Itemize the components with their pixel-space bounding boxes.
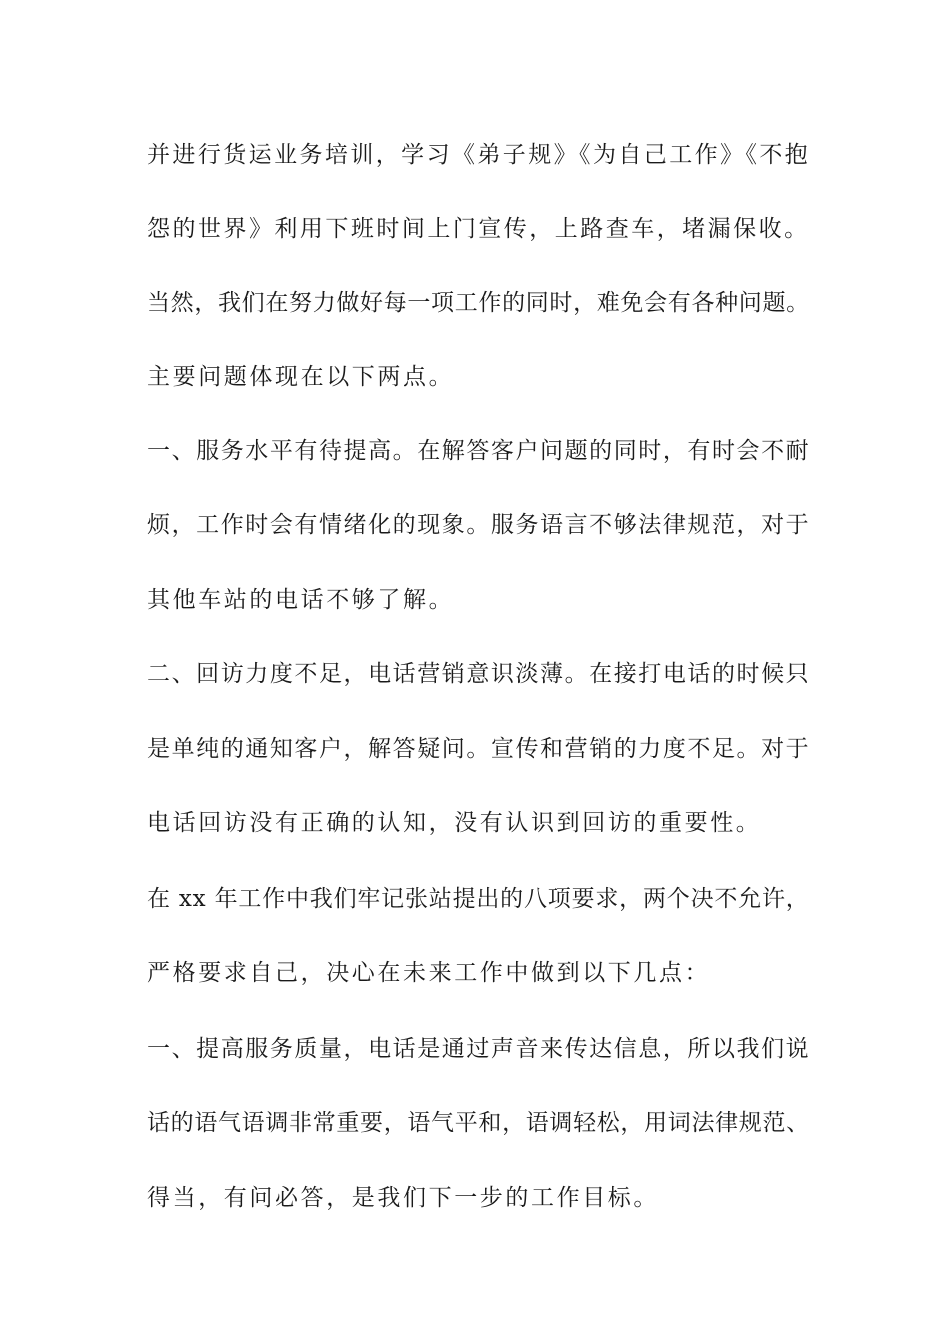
text-line-14: 话的语气语调非常重要，语气平和，语调轻松，用词法律规范、 [147, 1110, 810, 1136]
text-line-1: 并进行货运业务培训，学习《弟子规》《为自己工作》《不抱 [147, 142, 811, 168]
text-line-15: 得当，有问必答，是我们下一步的工作目标。 [147, 1185, 659, 1211]
text-line-3: 当然，我们在努力做好每一项工作的同时，难免会有各种问题。 [147, 290, 810, 316]
text-line-4: 主要问题体现在以下两点。 [147, 364, 455, 390]
text-line-10: 电话回访没有正确的认知，没有认识到回访的重要性。 [147, 810, 762, 836]
text-line-13: 一、提高服务质量，电话是通过声音来传达信息，所以我们说 [147, 1036, 811, 1062]
text-line-11: 在 xx 年工作中我们牢记张站提出的八项要求，两个决不允许， [147, 886, 810, 912]
text-line-5: 一、服务水平有待提高。在解答客户问题的同时，有时会不耐 [147, 438, 811, 464]
text-line-7: 其他车站的电话不够了解。 [147, 587, 455, 613]
text-line-6: 烦，工作时会有情绪化的现象。服务语言不够法律规范，对于 [147, 512, 811, 538]
text-line-2: 怨的世界》利用下班时间上门宣传，上路查车，堵漏保收。 [147, 216, 810, 242]
text-line-12: 严格要求自己，决心在未来工作中做到以下几点： [147, 960, 711, 986]
text-line-8: 二、回访力度不足，电话营销意识淡薄。在接打电话的时候只 [147, 661, 811, 687]
text-line-9: 是单纯的通知客户，解答疑问。宣传和营销的力度不足。对于 [147, 736, 811, 762]
